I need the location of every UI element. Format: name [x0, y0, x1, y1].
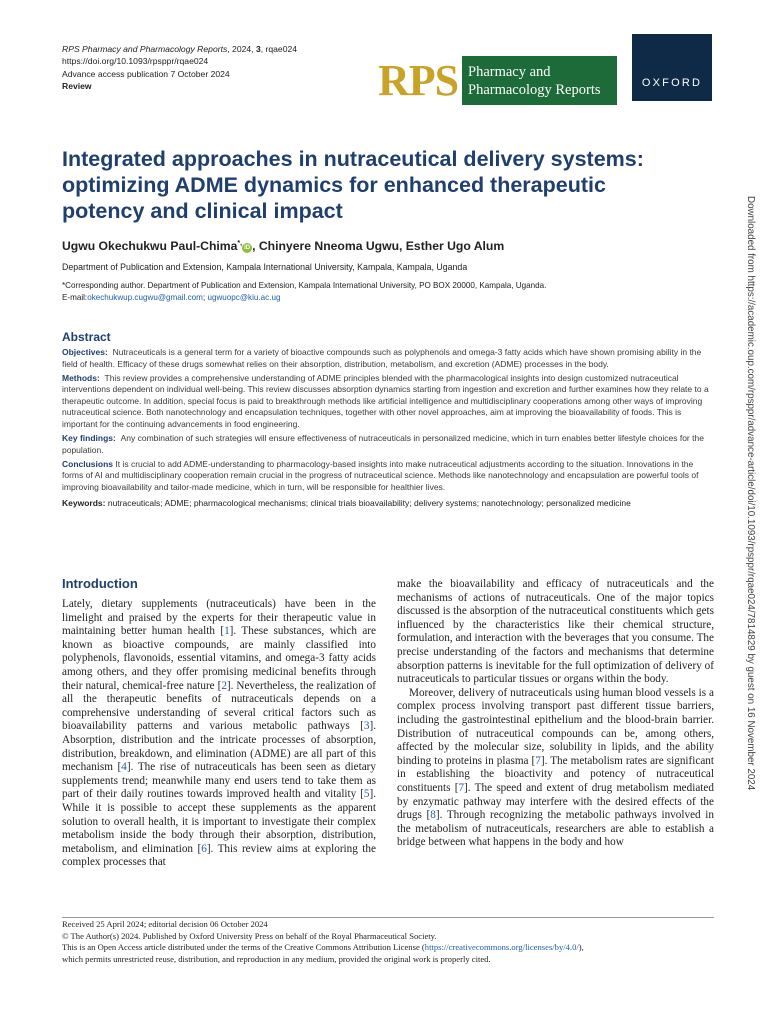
- citation-link[interactable]: 3: [363, 720, 370, 733]
- citation-link[interactable]: 2: [221, 679, 227, 692]
- download-watermark: [742, 196, 762, 1016]
- intro-paragraph-3: Moreover, delivery of nutraceuticals using human blood vessels is a complex process involving transport past different tissue barriers, including the gastrointestinal epithelium and the blood-brain barrier. Distribution of nutraceutical compounds can be, among others, affected by the molecular size, solubility in lipids, and the ability binding to proteins in plasma [7]. The metabolism rates are significant in establishing the bioactivity and potency of nutraceutical constituents [7]. The speed and extent of drug metabolism mediated by enzymatic pathway may interfere with the desired effects of the drugs [8]. Through recognizing the metabolic pathways involved in the metabolism of nutraceuticals, researchers are able to establish a bridge between what happens in the body and how: [397, 686, 714, 849]
- rps-logo-mark: RPS: [378, 55, 459, 105]
- oxford-logo[interactable]: [632, 34, 712, 101]
- rps-logo-wordmark: [462, 56, 617, 105]
- body-column-right: [397, 578, 714, 850]
- license-terms: which permits unrestricted reuse, distribution, and reproduction in any medium, provided the original work is properly cited.: [62, 954, 491, 965]
- keywords: Keywords: nutraceuticals; ADME; pharmacological mechanisms; clinical trials bioavailability; delivery systems; nanotechnology; personalized medicine: [62, 497, 631, 508]
- copyright-notice: © The Author(s) 2024. Published by Oxford University Press on behalf of the Royal Pharmaceutical Society.: [62, 930, 437, 941]
- author-others[interactable]: , Chinyere Nneoma Ugwu, Esther Ugo Alum: [252, 239, 505, 253]
- citation-link[interactable]: 8: [430, 809, 436, 822]
- abstract-methods: Methods: This review provides a comprehensive understanding of ADME principles blended with the pharmacological insights into design customized nutraceutical interventions dependent on individual well-being. This review discusses absorption dynamics starting from ingestion and excretion and further examines how they relate to a therapeutic outcome. In addition, special focus is paid to breakthrough methods like artificial intelligence and multidisciplinary cooperations among other ways of improving nutraceutical science. Both nanotechnology and encapsulation techniques, together with other novel approaches, aim at improving the bioavailability of foods. This is important for the continuing advancements in food engineering.: [62, 372, 709, 430]
- article-title: Integrated approaches in nutraceutical delivery systems: optimizing ADME dynamics for enhanced therapeutic potency and clinical impact: [62, 147, 644, 223]
- affiliation: Department of Publication and Extension, Kampala International University, Kampala, Kampala, Uganda: [62, 262, 468, 272]
- footer-divider: [62, 917, 714, 918]
- author-first[interactable]: Ugwu Okechukwu Paul-Chima: [62, 239, 238, 253]
- introduction-heading: Introduction: [62, 576, 138, 591]
- article-meta: [62, 43, 297, 93]
- correspondence-emails: E-mail:okechukwup.cugwu@gmail.com; ugwuopc@kiu.ac.ug: [62, 292, 281, 302]
- oxford-wordmark: OXFORD: [641, 77, 703, 89]
- license-link[interactable]: https://creativecommons.org/licenses/by/4.0/: [424, 942, 579, 953]
- article-type: Review: [62, 81, 92, 92]
- doi-link[interactable]: https://doi.org/10.1093/rpsppr/rqae024: [62, 56, 209, 67]
- rps-journal-logo[interactable]: [378, 56, 617, 105]
- citation-link[interactable]: 6: [201, 842, 207, 855]
- author-list: [62, 239, 702, 253]
- intro-paragraph-2: make the bioavailability and efficacy of nutraceuticals and the mechanisms of actions of nutraceuticals. One of the major topics discussed is the absorption of the nutraceutical constituents which gets influenced by the characteristics like their chemical structure, formulation, and interaction with the beverages that you consume. The precise understanding of the factors and mechanisms that determine absorption patterns is inevitable for the full optimization of delivery of nutraceuticals to particular tissues or organs within the body.: [397, 578, 714, 686]
- volume-number: 3: [255, 44, 261, 54]
- citation-link[interactable]: 7: [458, 781, 465, 794]
- abstract-objectives: Objectives: Nutraceuticals is a general term for a variety of bioactive compounds such as polyphenols and omega-3 fatty acids which have shown promising ability in the field of health. Efficacy of these drugs somewhat relies on their absorption, distribution, metabolism, and excretion (ADME) processes in the body.: [62, 347, 702, 369]
- email-link-1[interactable]: okechukwup.cugwu@gmail.com: [87, 292, 203, 302]
- email-link-2[interactable]: ugwuopc@kiu.ac.ug: [207, 292, 281, 302]
- abstract-heading: Abstract: [62, 330, 111, 344]
- citation-link[interactable]: 5: [363, 788, 370, 801]
- article-footer: [62, 919, 722, 966]
- license-notice: This is an Open Access article distributed under the terms of the Creative Commons Attribution License (https://creativecommons.org/licenses/by/4.0/),: [62, 942, 584, 953]
- correspondence: [62, 280, 702, 303]
- citation-link[interactable]: 4: [121, 761, 127, 774]
- abstract-conclusions: Conclusions It is crucial to add ADME-understanding to pharmacology-based insights into make nutraceutical adjustments according to the situation. Innovations in the forms of AI and multidisciplinary cooperation remain crucial in the progress of nutraceutical science. Methods like nanotechnology and encapsulation are powerful tools of improving bioavailability and tailor-made medicine, which in turn, will be responsible for healthier lives.: [62, 458, 699, 493]
- received-dates: Received 25 April 2024; editorial decision 06 October 2024: [62, 919, 268, 929]
- intro-paragraph-1: Lately, dietary supplements (nutraceuticals) have been in the limelight and praised by the experts for their therapeutic value in maintaining better human health [1]. These substances, which are known as bioactive compounds, are mainly classified into polyphenols, flavonoids, essential vitamins, and omega-3 fatty acids among others, and they offer promising medicinal benefits through their natural, chemical-free nature [2]. Nevertheless, the realization of all the therapeutic benefits of nutraceuticals depends on a comprehensive understanding of several critical factors such as bioavailability patterns and various metabolic pathways [3]. Absorption, distribution and the intricate processes of absorption, distribution, breakdown, and elimination (ADME) are all part of this mechanism [4]. The rise of nutraceuticals has been seen as dietary supplements trend; meanwhile many end users tend to take them as part of their daily routines towards improved health and vitality [5]. While it is possible to accept these supplements as the apparent solution to overall health, it is important to investigate their complex metabolism inside the body through their absorption, distribution, metabolism, and elimination [6]. This review aims at exploring the complex processes that: [62, 598, 376, 869]
- rps-logo-line2: Pharmacology Reports: [468, 81, 601, 98]
- download-notice: Downloaded from https://academic.oup.com/rpsppr/advance-article/doi/10.1093/rpsppr/rqae024/7814829 by guest on 16 November 2024: [745, 196, 756, 791]
- corresponding-mark: *,: [237, 239, 243, 247]
- correspondence-address: *Corresponding author. Department of Publication and Extension, Kampala International University, PO BOX 20000, Kampala, Uganda.: [62, 281, 547, 290]
- orcid-icon[interactable]: iD: [244, 245, 251, 251]
- rps-logo-line1: Pharmacy and: [468, 63, 551, 80]
- body-column-left: [62, 576, 376, 870]
- citation-link[interactable]: 7: [535, 754, 541, 767]
- abstract-findings: Key findings: Any combination of such strategies will ensure effectiveness of nutraceuticals in personalized medicine, which in turn enables better lifestyle choices for the population.: [62, 433, 704, 455]
- abstract-section: [62, 330, 714, 509]
- advance-access-date: Advance access publication 7 October 2024: [62, 68, 230, 79]
- journal-name: RPS Pharmacy and Pharmacology Reports: [62, 44, 228, 54]
- citation-link[interactable]: 1: [224, 625, 230, 638]
- journal-citation: RPS Pharmacy and Pharmacology Reports, 2024, 3, rqae024: [62, 44, 298, 54]
